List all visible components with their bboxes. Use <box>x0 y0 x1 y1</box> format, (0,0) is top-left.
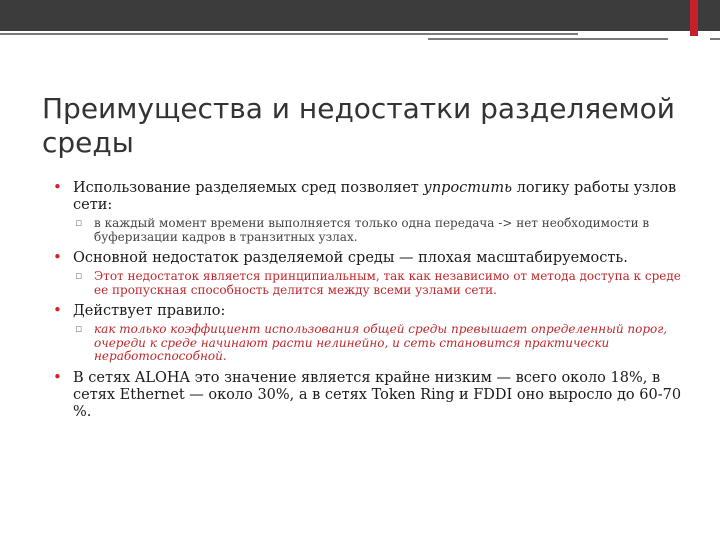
sub-bullet-icon: ▫ <box>75 322 83 335</box>
bullet-icon: • <box>53 248 62 266</box>
top-decor-bar <box>0 0 720 36</box>
bullet-icon: • <box>53 301 62 319</box>
bullet-text: В сетях ALOHA это значение является крайне низким — всего около 18%, в сетях Ethernet — около 30%, а в сетях Token Ring и FDDI оно выросло до 60-70 %. <box>73 369 682 420</box>
bullet-item <box>52 180 692 214</box>
bullet-text: Действует правило: <box>73 303 226 319</box>
top-bar-rule <box>0 33 578 35</box>
sub-bullet-item <box>52 217 692 244</box>
bullet-item <box>52 367 692 421</box>
bullet-icon: • <box>53 178 62 196</box>
sub-bullet-text: в каждый момент времени выполняется только одна передача -> нет необходимости в буферизации кадров в транзитных узлах. <box>94 216 650 244</box>
top-bar-accent <box>690 0 698 36</box>
top-bar-rule <box>710 38 720 40</box>
bullet-item <box>52 303 692 320</box>
sub-bullet-item <box>52 323 692 364</box>
bullet-text: Использование разделяемых сред позволяет упростить логику работы узлов сети: <box>73 180 677 213</box>
top-bar-dark-segment <box>0 0 690 31</box>
top-bar-dark-segment-right <box>698 0 720 31</box>
emphasis-text: упростить <box>423 180 513 196</box>
slide-body <box>52 180 692 424</box>
sub-bullet-item <box>52 270 692 297</box>
top-bar-rule <box>428 38 668 40</box>
bullet-icon: • <box>53 367 62 386</box>
sub-bullet-icon: ▫ <box>75 216 83 229</box>
sub-bullet-icon: ▫ <box>75 269 83 282</box>
bullet-text: Основной недостаток разделяемой среды — плохая масштабируемость. <box>73 250 628 266</box>
sub-bullet-text: Этот недостаток является принципиальным, так как независимо от метода доступа к среде ее пропускная способность делится между всеми узлами сети. <box>94 269 681 297</box>
slide-title: Преимущества и недостатки разделяемой среды <box>42 92 675 159</box>
bullet-item <box>52 250 692 267</box>
sub-bullet-text: как только коэффициент использования общей среды превышает определенный порог, очереди к среде начинают расти нелинейно, и сеть становится практически неработоспособной. <box>94 322 668 363</box>
